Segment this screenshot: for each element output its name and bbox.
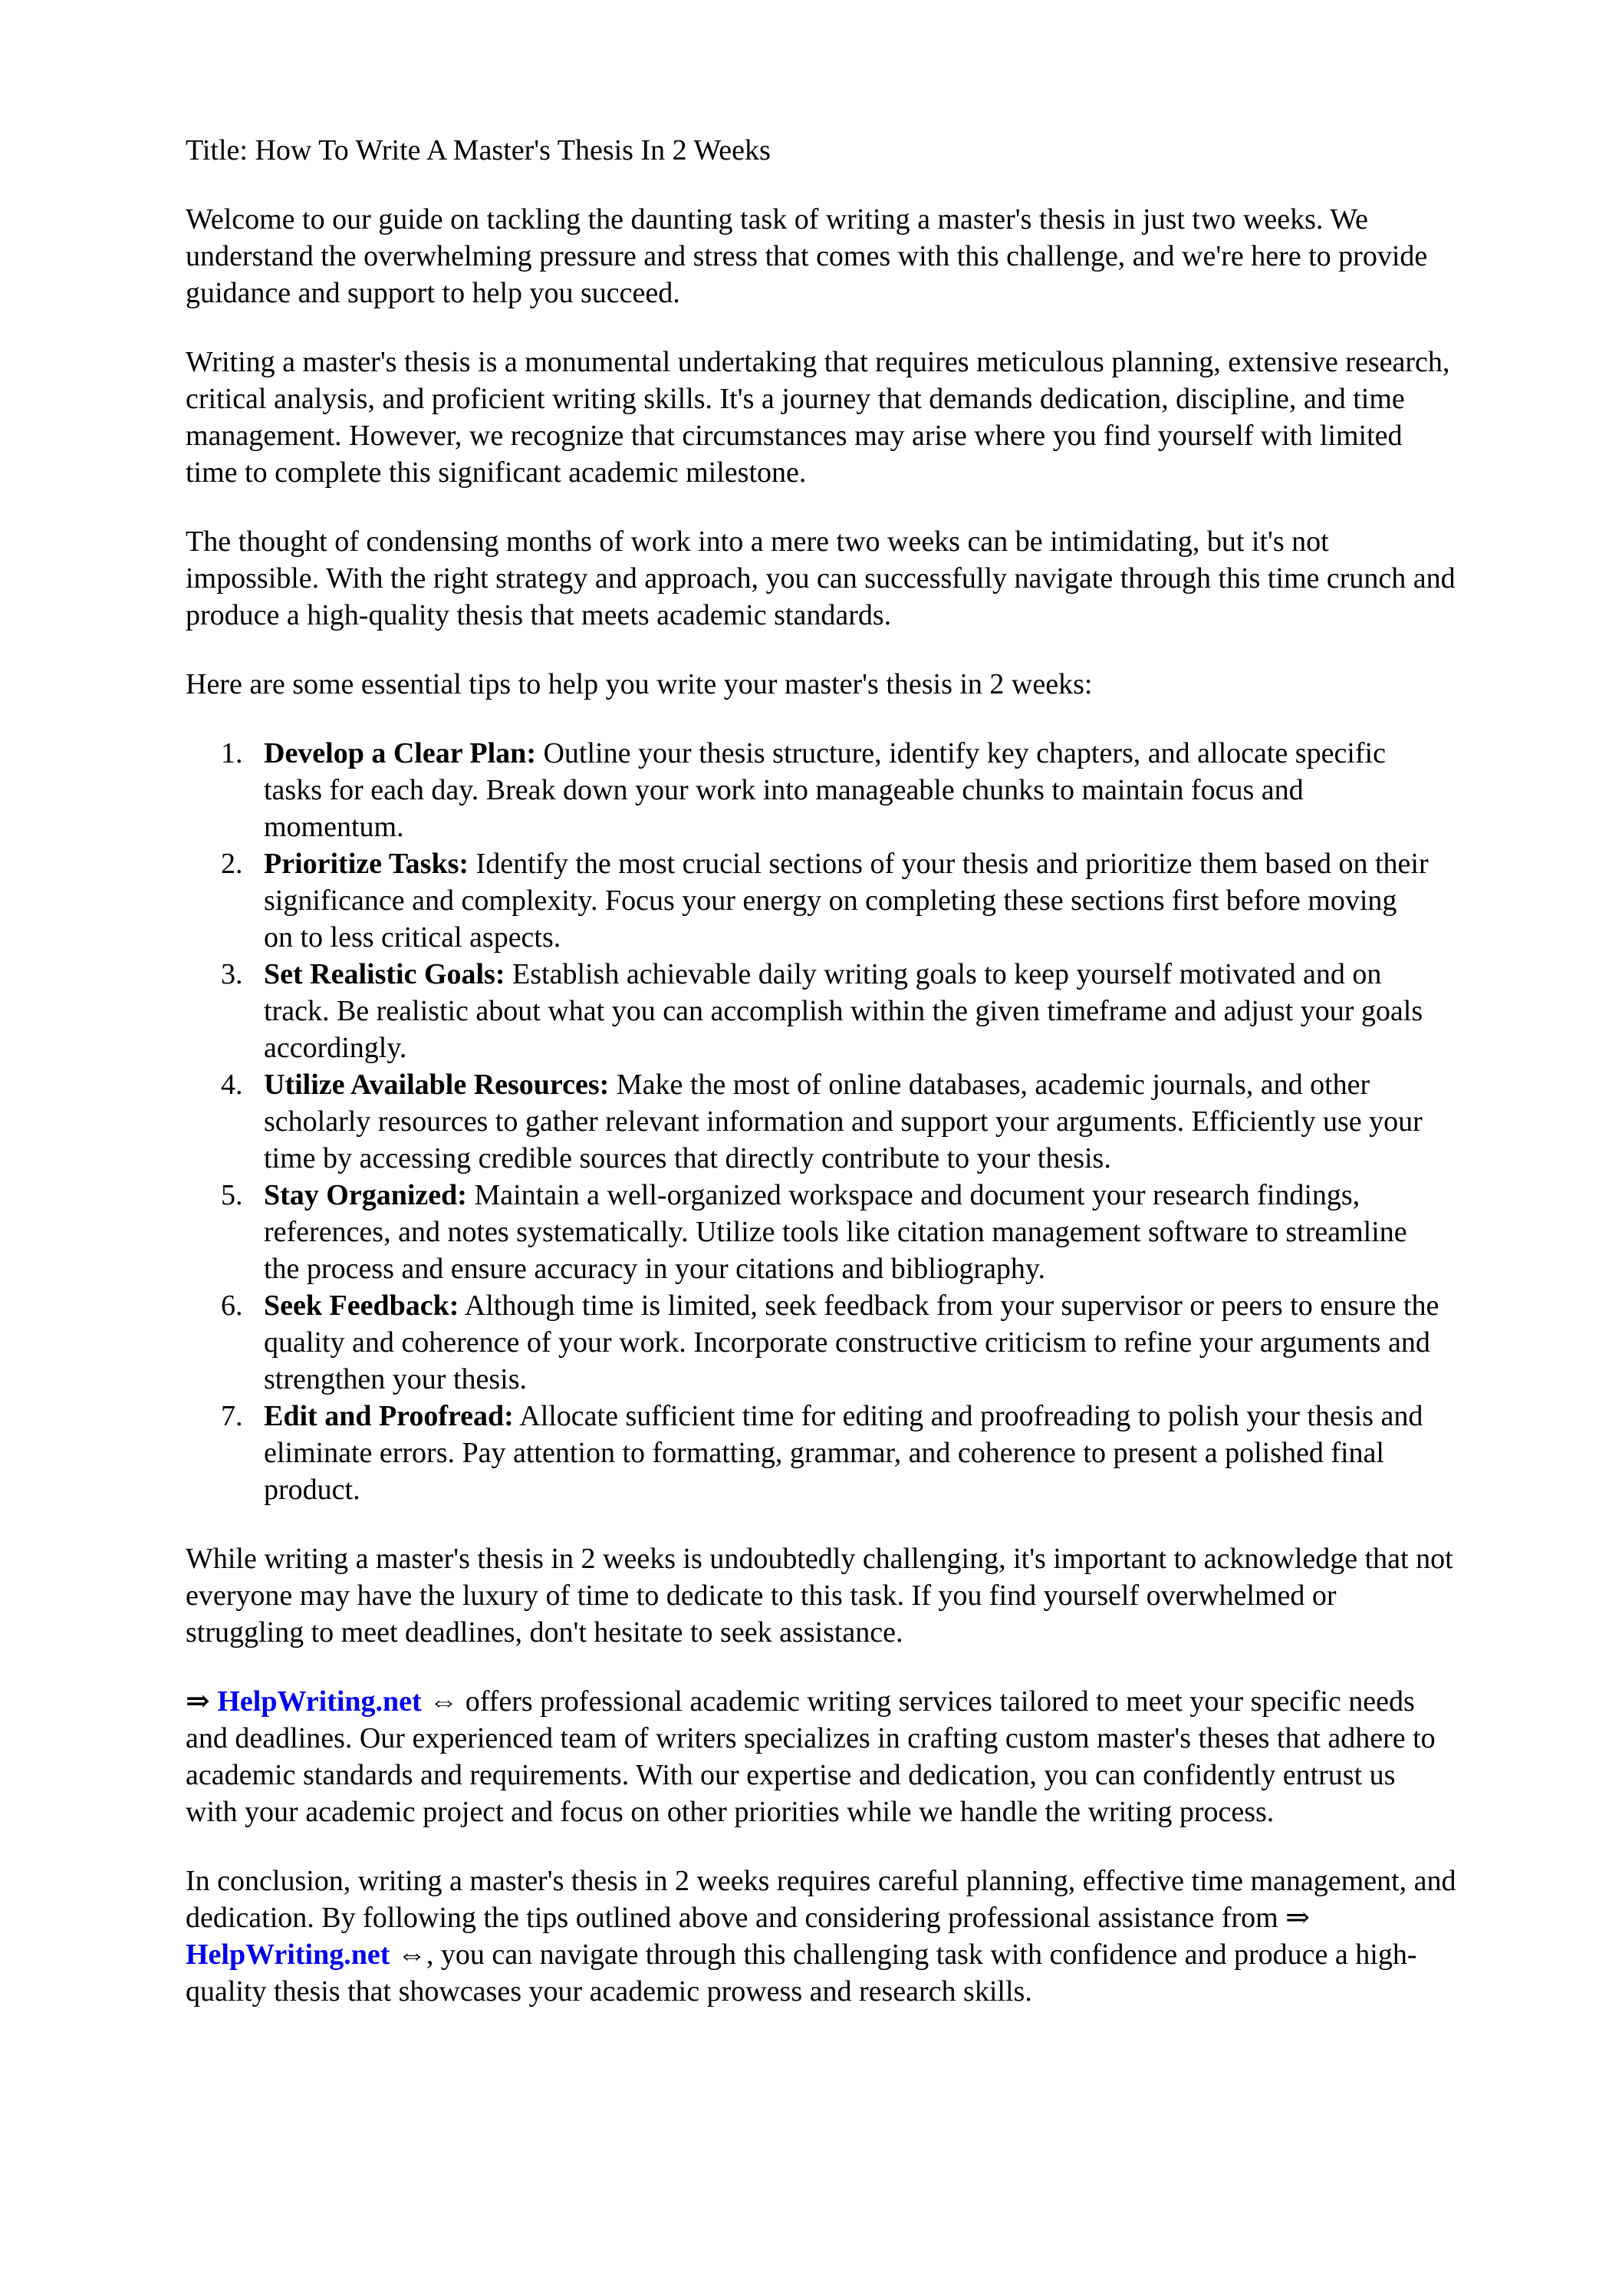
tip-label: Utilize Available Resources: — [264, 1069, 610, 1101]
tip-item: 3. Set Realistic Goals: Establish achievable daily writing goals to keep yourself motivated and on track. Be realistic about what you can accomplish within the given timeframe and adjust your goals accordingly. — [186, 956, 1551, 1066]
tip-number: 6. — [221, 1290, 243, 1322]
tip-label: Edit and Proofread: — [264, 1400, 514, 1432]
tip-label: Set Realistic Goals: — [264, 958, 505, 990]
paragraph-2: Writing a master's thesis is a monumental undertaking that requires meticulous planning, extensive research, critical analysis, and proficient writing skills. It's a journey that demands dedication, discipline, and time management. However, we recognize that circumstances may arise where you find yourself with limited time to complete this significant academic milestone. — [186, 346, 1450, 489]
promo-paragraph: ⇒ HelpWriting.net ⇔ offers professional academic writing services tailored to meet your specific needs and deadlines. Our experienced team of writers specializes in crafting custom master's theses that adhere to academic standards and requirements. With our expertise and dedication, you can confidently entrust us with your academic project and focus on other priorities while we handle the writing process. — [186, 1685, 1436, 1828]
tip-label: Seek Feedback: — [264, 1290, 459, 1322]
helpwriting-link-conclusion[interactable]: HelpWriting.net — [186, 1939, 390, 1971]
tip-item: 2. Prioritize Tasks: Identify the most crucial sections of your thesis and prioritize them based on their significance and complexity. Focus your energy on completing these sections first before moving on to less critical aspects. — [186, 845, 1551, 956]
arrow-right-icon: ⇒ — [186, 1685, 218, 1718]
tip-item: 1. Develop a Clear Plan: Outline your thesis structure, identify key chapters, and allocate specific tasks for each day. Break down your work into manageable chunks to maintain focus and momentum. — [186, 735, 1551, 845]
tip-item: 6. Seek Feedback: Although time is limited, seek feedback from your supervisor or peers to ensure the quality and coherence of your work. Incorporate constructive criticism to refine your arguments and strengthen your thesis. — [186, 1287, 1551, 1398]
arrow-both-icon: ⇔ — [421, 1685, 459, 1718]
tip-label: Prioritize Tasks: — [264, 848, 469, 880]
tip-number: 7. — [221, 1400, 243, 1432]
tips-list — [186, 735, 1551, 1508]
document — [186, 132, 1551, 2042]
document-title: Title: How To Write A Master's Thesis In 2 Weeks — [186, 134, 771, 166]
tip-item: 7. Edit and Proofread: Allocate sufficient time for editing and proofreading to polish your thesis and eliminate errors. Pay attention to formatting, grammar, and coherence to present a polished final product. — [186, 1398, 1551, 1508]
helpwriting-link[interactable]: HelpWriting.net — [217, 1685, 422, 1718]
paragraph-4: Here are some essential tips to help you write your master's thesis in 2 weeks: — [186, 668, 1093, 700]
conclusion-paragraph: In conclusion, writing a master's thesis in 2 weeks requires careful planning, effective time management, and dedication. By following the tips outlined above and considering professional assistance from ⇒ HelpWriting.net ⇔, you can navigate through this challenging task with confidence and produce a high- quality thesis that showcases your academic prowess and research skills. — [186, 1865, 1456, 2008]
tip-number: 4. — [221, 1069, 243, 1101]
tip-label: Develop a Clear Plan: — [264, 737, 536, 769]
tip-label: Stay Organized: — [264, 1179, 467, 1211]
paragraph-5: While writing a master's thesis in 2 weeks is undoubtedly challenging, it's important to acknowledge that not everyone may have the luxury of time to dedicate to this task. If you find yourself overwhelmed or struggling to meet deadlines, don't hesitate to seek assistance. — [186, 1543, 1453, 1649]
tip-item: 5. Stay Organized: Maintain a well-organized workspace and document your research findings, references, and notes systematically. Utilize tools like citation management software to streamline the process and ensure accuracy in your citations and bibliography. — [186, 1177, 1551, 1287]
tip-number: 3. — [221, 958, 243, 990]
tip-number: 5. — [221, 1179, 243, 1211]
paragraph-3: The thought of condensing months of work into a mere two weeks can be intimidating, but it's not impossible. With the right strategy and approach, you can successfully navigate through this time crunch and produce a high-quality thesis that meets academic standards. — [186, 525, 1456, 631]
intro-paragraph: Welcome to our guide on tackling the daunting task of writing a master's thesis in just two weeks. We understand the overwhelming pressure and stress that comes with this challenge, and we're here to provide guidance and support to help you succeed. — [186, 203, 1428, 309]
tip-item: 4. Utilize Available Resources: Make the most of online databases, academic journals, and other scholarly resources to gather relevant information and support your arguments. Efficiently use your time by accessing credible sources that directly contribute to your thesis. — [186, 1066, 1551, 1177]
tip-number: 2. — [221, 848, 243, 880]
tip-number: 1. — [221, 737, 243, 769]
